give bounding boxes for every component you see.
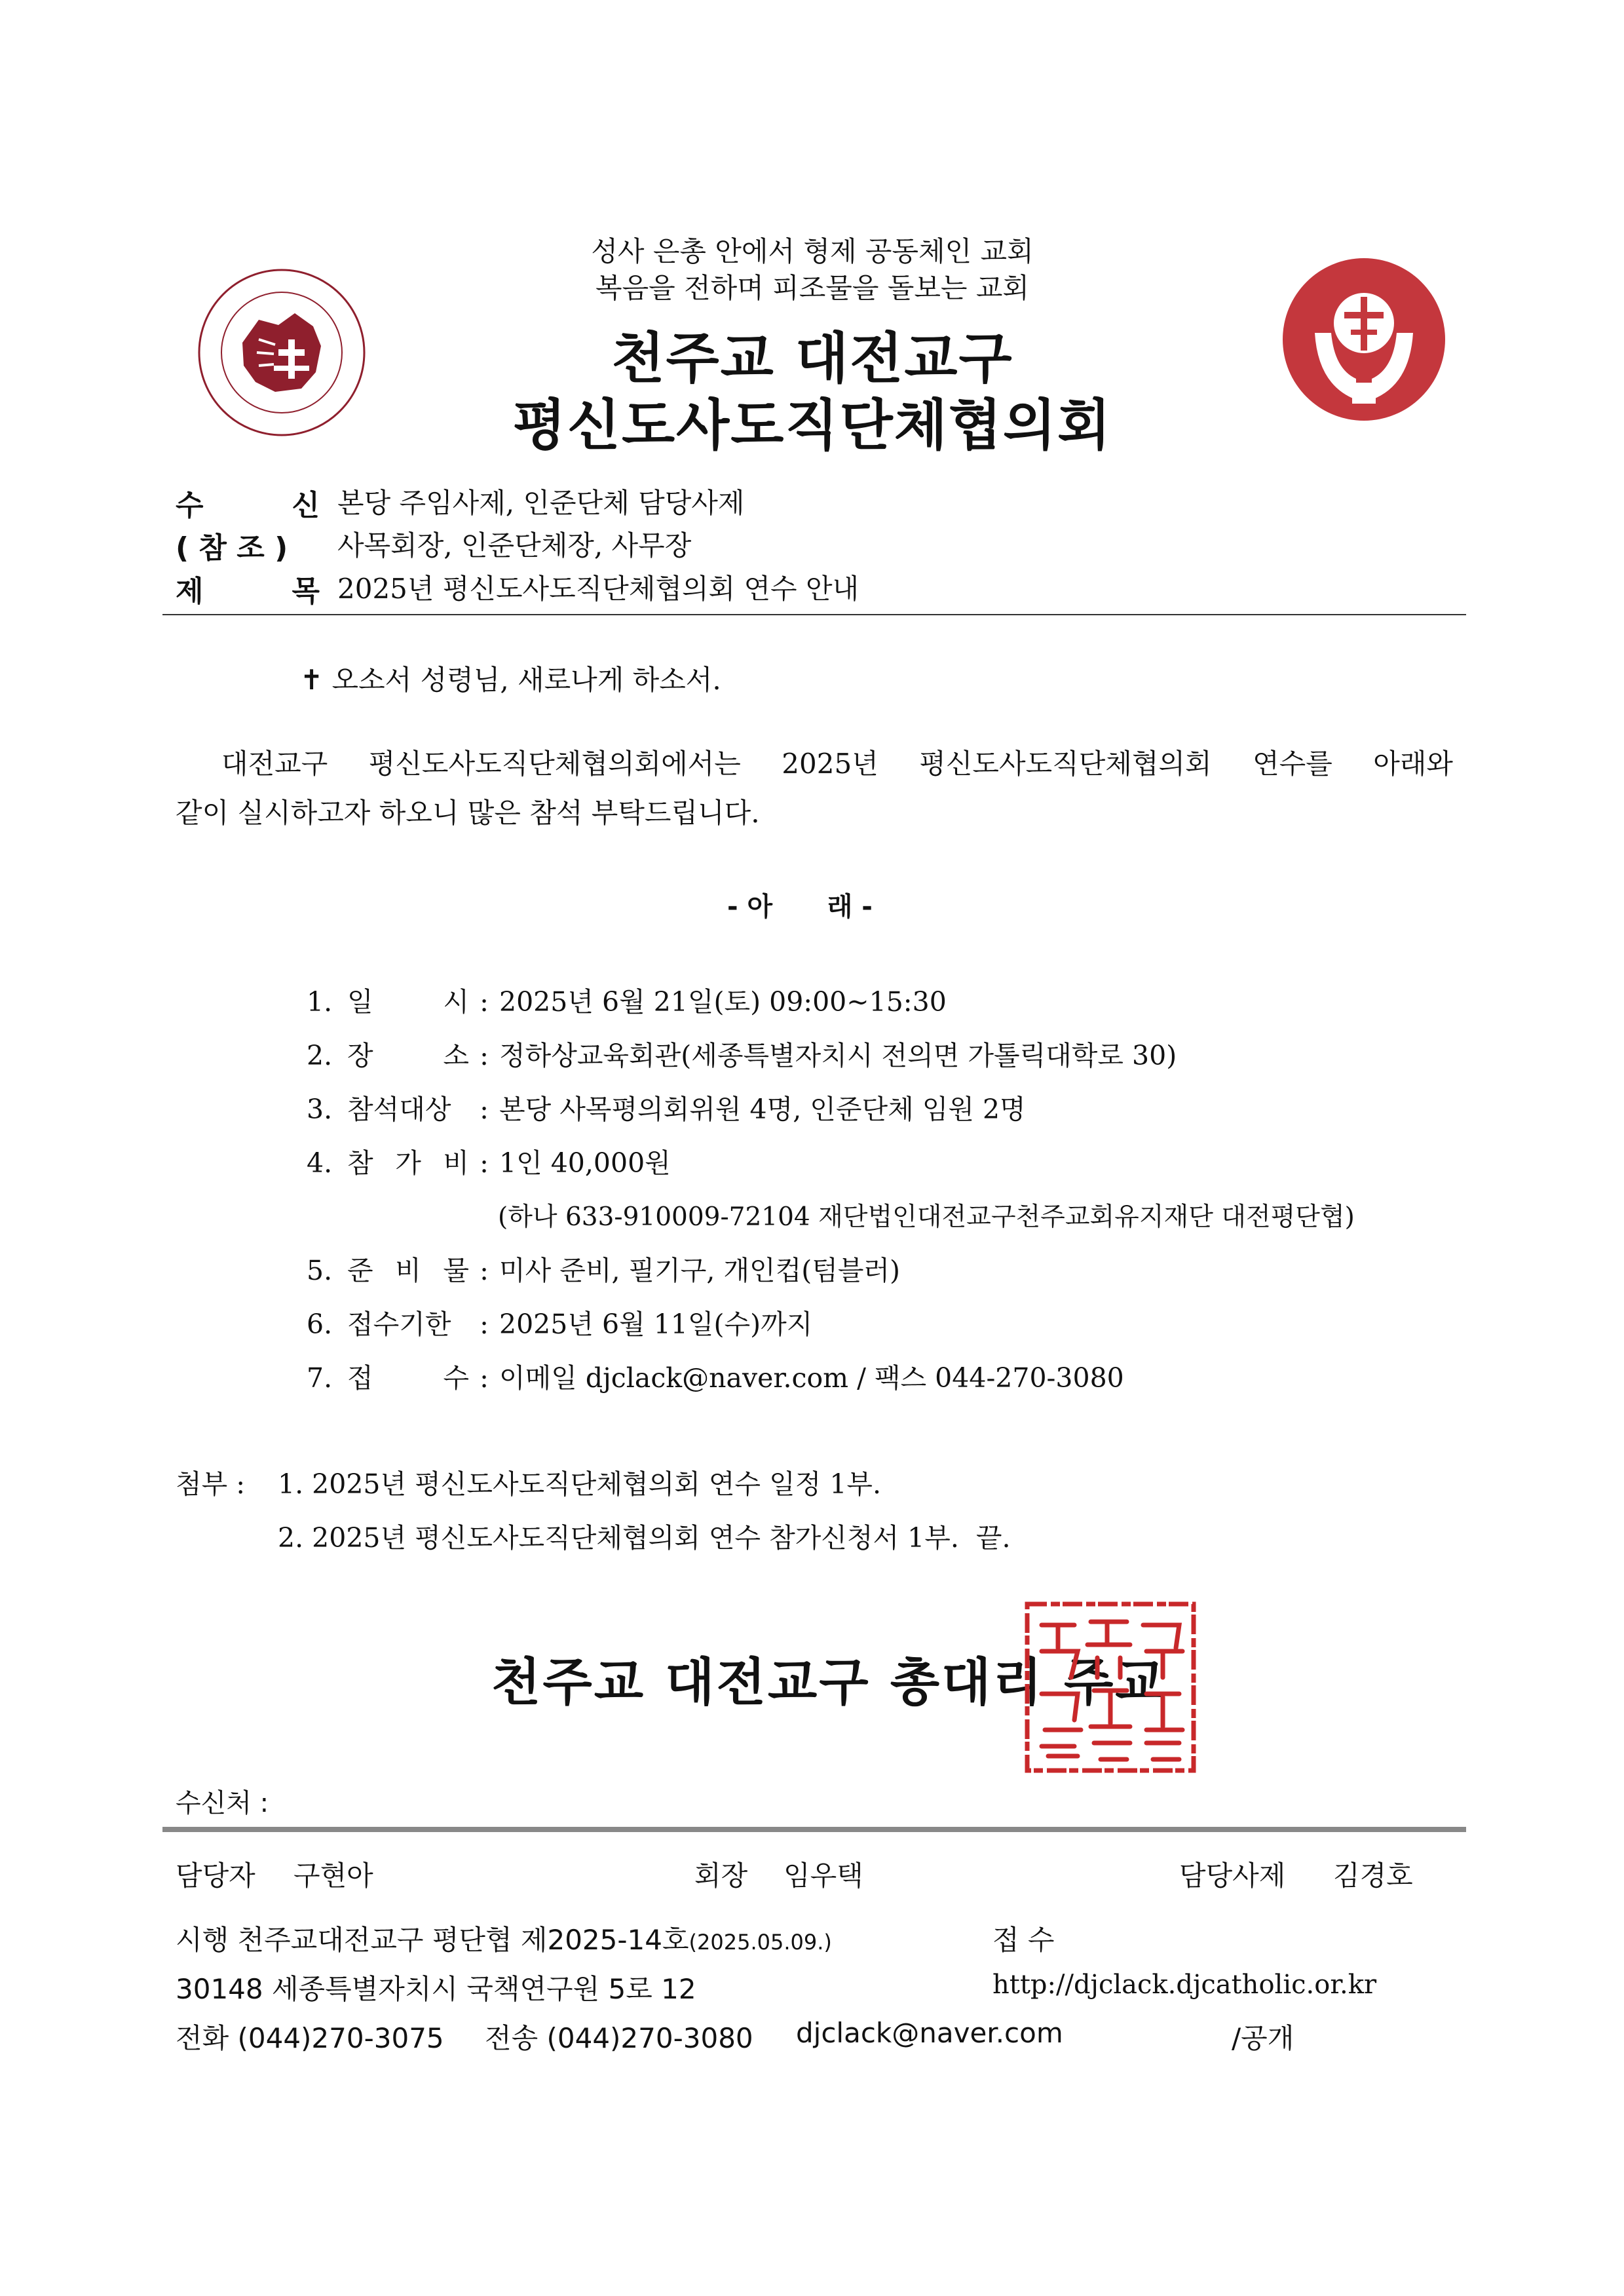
president-label: 회장 xyxy=(694,1860,748,1892)
issue-number: 시행 천주교대전교구 평단협 제2025-14호(2025.05.09.) xyxy=(176,1924,832,1956)
recipient-value: 본당 주임사제, 인준단체 담당사제 xyxy=(337,487,745,519)
council-cross-hands-logo xyxy=(1279,254,1449,425)
notice-item-label: 접 수 xyxy=(347,1362,469,1394)
footer-divider xyxy=(162,1827,1466,1832)
notice-item-number: 3. xyxy=(307,1094,333,1125)
notice-item-value: 정하상교육회관(세종특별자치시 전의면 가톨릭대학로 30) xyxy=(499,1040,1177,1071)
notice-item: 2. 장 소 : 정하상교육회관(세종특별자치시 전의면 가톨릭대학로 30) xyxy=(307,1034,1177,1073)
reference-label: ( 참 조 ) xyxy=(176,531,288,565)
diocese-emblem-logo xyxy=(197,267,367,438)
notice-item: 7. 접 수 : 이메일 djclack@naver.com / 팩스 044-270-3080 xyxy=(307,1356,1124,1395)
recipients-list-label: 수신처 : xyxy=(176,1788,269,1818)
notice-item-value: 미사 준비, 필기구, 개인컵(텀블러) xyxy=(499,1255,901,1286)
notice-item-number: 5. xyxy=(307,1255,333,1286)
reference-value: 사목회장, 인준단체장, 사무장 xyxy=(337,529,692,562)
fee-account-note: (하나 633-910009-72104 재단법인대전교구천주교회유지재단 대전평단협) xyxy=(498,1202,1355,1232)
notice-item: 5. 준 비 물 : 미사 준비, 필기구, 개인컵(텀블러) xyxy=(307,1249,900,1288)
recipient-label: 수 신 xyxy=(176,489,320,522)
notice-item-value: 2025년 6월 21일(토) 09:00~15:30 xyxy=(499,986,947,1018)
notice-item-value: 이메일 djclack@naver.com / 팩스 044-270-3080 xyxy=(499,1362,1124,1394)
subject-label: 제 목 xyxy=(176,575,320,608)
intro-paragraph-line-2: 같이 실시하고자 하오니 많은 참석 부탁드립니다. xyxy=(176,797,760,829)
greeting: ✝ 오소서 성령님, 새로나게 하소서. xyxy=(300,664,721,696)
notice-item: 6. 접수기한 : 2025년 6월 11일(수)까지 xyxy=(307,1303,812,1341)
notice-item-number: 1. xyxy=(307,986,333,1018)
chaplain-label: 담당사제 xyxy=(1179,1860,1286,1892)
notice-item-label: 접수기한 xyxy=(347,1309,451,1340)
phone-number: 전화 (044)270-3075 xyxy=(176,2022,444,2054)
notice-item: 1. 일 시 : 2025년 6월 21일(토) 09:00~15:30 xyxy=(307,980,947,1019)
attachment-item-1: 1. 2025년 평신도사도직단체협의회 연수 일정 1부. xyxy=(278,1468,882,1500)
issuer-signature: 천주교 대전교구 총대리 주교 xyxy=(491,1653,1167,1712)
notice-item-label: 장 소 xyxy=(347,1040,469,1071)
attachment-item-2: 2. 2025년 평신도사도직단체협의회 연수 참가신청서 1부. 끝. xyxy=(278,1522,1011,1554)
contact-email[interactable]: djclack@naver.com xyxy=(796,2017,1063,2049)
notice-item-label: 일 시 xyxy=(347,986,469,1018)
notice-item-number: 7. xyxy=(307,1362,333,1394)
notice-item-value: 본당 사목평의회위원 4명, 인준단체 임원 2명 xyxy=(499,1094,1026,1125)
notice-item-label: 참 가 비 xyxy=(347,1147,469,1179)
disclosure-status: /공개 xyxy=(1232,2022,1294,2054)
website-link[interactable]: http://djclack.djcatholic.or.kr xyxy=(992,1970,1377,2000)
chaplain-name: 김경호 xyxy=(1333,1860,1413,1892)
notice-item-label: 참석대상 xyxy=(347,1094,451,1125)
organization-name-line-2: 평신도사도직단체협의회 xyxy=(512,393,1112,457)
official-seal-stamp xyxy=(1022,1599,1199,1776)
notice-item: 3. 참석대상 : 본당 사목평의회위원 4명, 인준단체 임원 2명 xyxy=(307,1088,1026,1126)
attachments-label: 첨부 : xyxy=(176,1468,246,1500)
notice-item-value: 1인 40,000원 xyxy=(499,1147,671,1179)
subject-value: 2025년 평신도사도직단체협의회 연수 안내 xyxy=(337,573,859,605)
header-divider xyxy=(162,614,1466,615)
receipt-label: 접 수 xyxy=(992,1924,1055,1956)
president-name: 임우택 xyxy=(784,1860,863,1892)
motto-line-2: 복음을 전하며 피조물을 돌보는 교회 xyxy=(595,272,1029,304)
intro-paragraph-line-1: 대전교구 평신도사도직단체협의회에서는 2025년 평신도사도직단체협의회 연수를 아래와 xyxy=(221,748,1453,780)
notice-item-value: 2025년 6월 11일(수)까지 xyxy=(499,1309,813,1340)
fax-number: 전송 (044)270-3080 xyxy=(485,2022,753,2054)
notice-item-number: 4. xyxy=(307,1147,333,1179)
notice-item-label: 준 비 물 xyxy=(347,1255,469,1286)
staff-name: 구현아 xyxy=(293,1860,373,1892)
motto-line-1: 성사 은총 안에서 형제 공동체인 교회 xyxy=(591,235,1034,267)
office-address: 30148 세종특별자치시 국책연구원 5로 12 xyxy=(176,1973,696,2005)
staff-label: 담당자 xyxy=(176,1860,255,1892)
notice-item-number: 6. xyxy=(307,1309,333,1340)
notice-item-number: 2. xyxy=(307,1040,333,1071)
organization-name-line-1: 천주교 대전교구 xyxy=(611,326,1013,391)
notice-item: 4. 참 가 비 : 1인 40,000원 xyxy=(307,1141,671,1180)
notice-heading: - 아 래 - xyxy=(727,892,873,922)
